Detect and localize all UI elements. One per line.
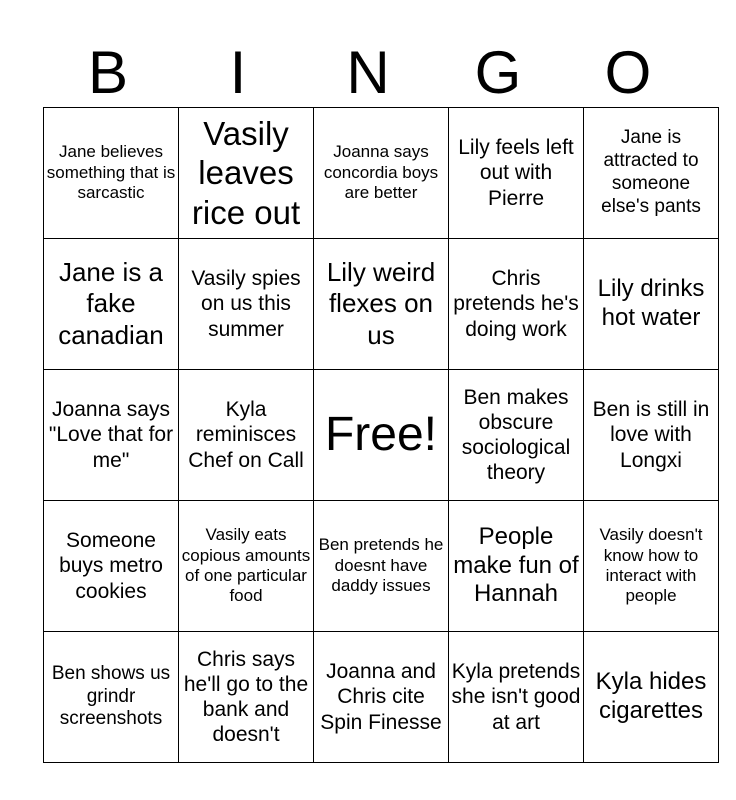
bingo-cell[interactable]: Kyla hides cigarettes xyxy=(584,632,719,763)
board-row xyxy=(44,501,719,632)
bingo-cell[interactable]: Jane believes something that is sarcastic xyxy=(44,108,179,239)
bingo-cell[interactable]: Joanna and Chris cite Spin Finesse xyxy=(314,632,449,763)
bingo-cell[interactable]: Lily drinks hot water xyxy=(584,239,719,370)
bingo-board xyxy=(43,107,719,763)
bingo-cell[interactable]: Vasily leaves rice out xyxy=(179,108,314,239)
bingo-cell[interactable]: Lily feels left out with Pierre xyxy=(449,108,584,239)
bingo-cell[interactable]: Vasily doesn't know how to interact with people xyxy=(584,501,719,632)
header-letter-n: N xyxy=(346,39,390,106)
board-row xyxy=(44,239,719,370)
bingo-cell[interactable]: Joanna says concordia boys are better xyxy=(314,108,449,239)
bingo-cell[interactable]: Chris says he'll go to the bank and doesn't xyxy=(179,632,314,763)
bingo-cell[interactable]: Chris pretends he's doing work xyxy=(449,239,584,370)
bingo-cell[interactable]: Kyla pretends she isn't good at art xyxy=(449,632,584,763)
header-letter-o: O xyxy=(604,39,652,106)
bingo-cell[interactable]: Ben pretends he doesnt have daddy issues xyxy=(314,501,449,632)
free-space-cell[interactable]: Free! xyxy=(314,370,449,501)
bingo-cell[interactable]: Lily weird flexes on us xyxy=(314,239,449,370)
bingo-cell[interactable]: Jane is a fake canadian xyxy=(44,239,179,370)
bingo-cell[interactable]: Vasily spies on us this summer xyxy=(179,239,314,370)
bingo-cell[interactable]: Someone buys metro cookies xyxy=(44,501,179,632)
bingo-cell[interactable]: People make fun of Hannah xyxy=(449,501,584,632)
bingo-cell[interactable]: Vasily eats copious amounts of one particular food xyxy=(179,501,314,632)
bingo-cell[interactable]: Ben is still in love with Longxi xyxy=(584,370,719,501)
board-row xyxy=(44,370,719,501)
bingo-header xyxy=(43,40,693,106)
header-letter-b: B xyxy=(87,39,129,106)
bingo-cell[interactable]: Ben shows us grindr screenshots xyxy=(44,632,179,763)
board-row xyxy=(44,108,719,239)
bingo-cell[interactable]: Joanna says "Love that for me" xyxy=(44,370,179,501)
header-letter-i: I xyxy=(229,39,247,106)
bingo-cell[interactable]: Ben makes obscure sociological theory xyxy=(449,370,584,501)
board-row xyxy=(44,632,719,763)
bingo-cell[interactable]: Jane is attracted to someone else's pants xyxy=(584,108,719,239)
bingo-cell[interactable]: Kyla reminisces Chef on Call xyxy=(179,370,314,501)
header-letter-g: G xyxy=(474,39,522,106)
